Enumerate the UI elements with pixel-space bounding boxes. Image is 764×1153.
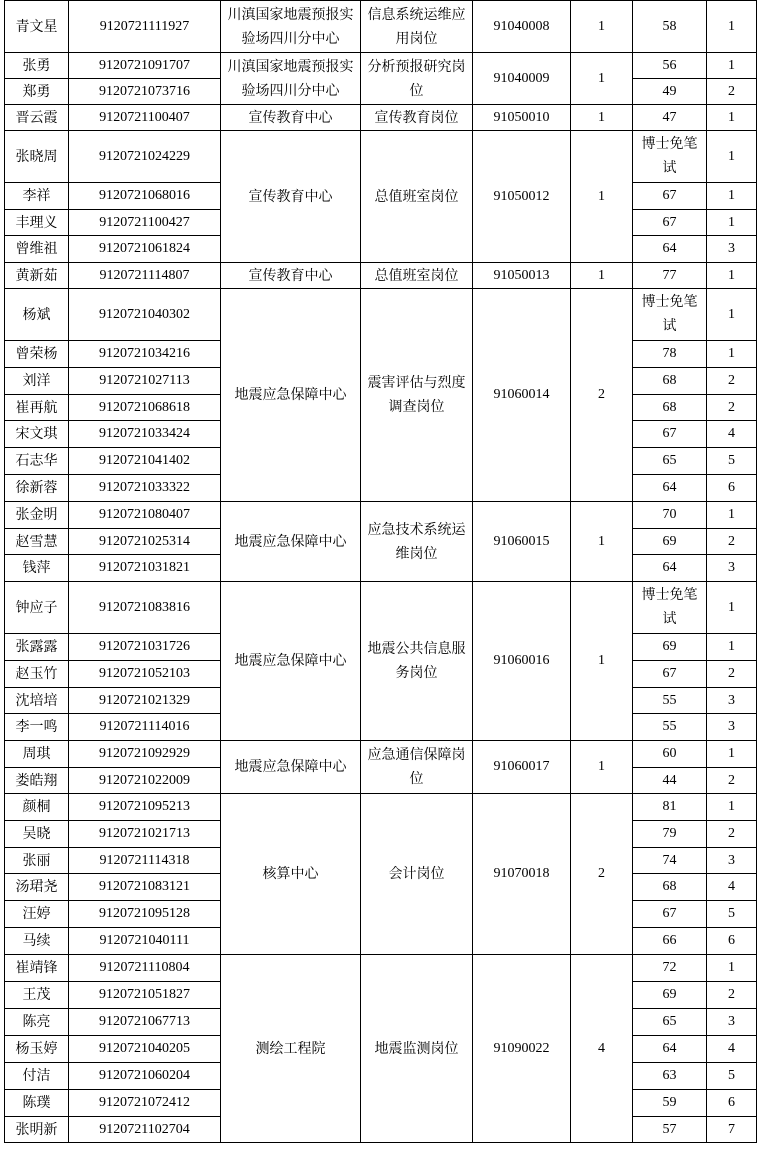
cell-exam-id: 9120721040302 xyxy=(69,289,221,341)
table-row xyxy=(5,105,757,131)
cell-rank: 2 xyxy=(707,79,757,105)
cell-post: 信息系统运维应用岗位 xyxy=(361,1,473,53)
cell-name: 张金明 xyxy=(5,502,69,529)
cell-score: 60 xyxy=(633,741,707,768)
cell-exam-id: 9120721022009 xyxy=(69,768,221,794)
cell-unit: 川滇国家地震预报实验场四川分中心 xyxy=(221,1,361,53)
cell-post-code: 91060016 xyxy=(473,582,571,741)
cell-rank: 2 xyxy=(707,768,757,794)
cell-score: 67 xyxy=(633,183,707,210)
cell-quota: 2 xyxy=(571,794,633,955)
cell-rank: 1 xyxy=(707,263,757,289)
cell-name: 付洁 xyxy=(5,1063,69,1090)
cell-exam-id: 9120721040111 xyxy=(69,928,221,955)
cell-exam-id: 9120721031821 xyxy=(69,555,221,582)
cell-rank: 3 xyxy=(707,714,757,741)
cell-post-code: 91040008 xyxy=(473,1,571,53)
cell-exam-id: 9120721110804 xyxy=(69,955,221,982)
cell-exam-id: 9120721092929 xyxy=(69,741,221,768)
cell-exam-id: 9120721100427 xyxy=(69,210,221,236)
cell-score: 78 xyxy=(633,341,707,368)
table-row xyxy=(5,502,757,529)
cell-exam-id: 9120721072412 xyxy=(69,1090,221,1117)
cell-name: 崔靖锋 xyxy=(5,955,69,982)
cell-score: 博士免笔试 xyxy=(633,582,707,634)
cell-exam-id: 9120721025314 xyxy=(69,529,221,555)
cell-score: 49 xyxy=(633,79,707,105)
cell-rank: 2 xyxy=(707,821,757,848)
cell-score: 56 xyxy=(633,53,707,79)
cell-name: 娄皓翔 xyxy=(5,768,69,794)
cell-rank: 1 xyxy=(707,131,757,183)
cell-name: 陈璞 xyxy=(5,1090,69,1117)
cell-name: 李祥 xyxy=(5,183,69,210)
cell-exam-id: 9120721024229 xyxy=(69,131,221,183)
cell-name: 李一鸣 xyxy=(5,714,69,741)
cell-unit: 核算中心 xyxy=(221,794,361,955)
table-row xyxy=(5,955,757,982)
cell-rank: 1 xyxy=(707,741,757,768)
cell-post: 震害评估与烈度调查岗位 xyxy=(361,289,473,502)
cell-name: 黄新茹 xyxy=(5,263,69,289)
cell-rank: 1 xyxy=(707,289,757,341)
table-row xyxy=(5,741,757,768)
cell-name: 丰理义 xyxy=(5,210,69,236)
cell-name: 张晓周 xyxy=(5,131,69,183)
cell-exam-id: 9120721100407 xyxy=(69,105,221,131)
cell-name: 颜桐 xyxy=(5,794,69,821)
cell-rank: 1 xyxy=(707,502,757,529)
cell-rank: 1 xyxy=(707,1,757,53)
cell-rank: 3 xyxy=(707,555,757,582)
cell-post: 应急通信保障岗位 xyxy=(361,741,473,794)
cell-rank: 2 xyxy=(707,529,757,555)
cell-unit: 川滇国家地震预报实验场四川分中心 xyxy=(221,53,361,105)
cell-name: 宋文琪 xyxy=(5,421,69,448)
cell-exam-id: 9120721034216 xyxy=(69,341,221,368)
cell-name: 杨斌 xyxy=(5,289,69,341)
cell-score: 64 xyxy=(633,1036,707,1063)
cell-exam-id: 9120721061824 xyxy=(69,236,221,263)
cell-exam-id: 9120721040205 xyxy=(69,1036,221,1063)
cell-score: 博士免笔试 xyxy=(633,289,707,341)
cell-post: 会计岗位 xyxy=(361,794,473,955)
cell-score: 81 xyxy=(633,794,707,821)
cell-exam-id: 9120721114807 xyxy=(69,263,221,289)
cell-name: 汤珺尧 xyxy=(5,874,69,901)
cell-unit: 地震应急保障中心 xyxy=(221,502,361,582)
cell-exam-id: 9120721095213 xyxy=(69,794,221,821)
cell-rank: 6 xyxy=(707,928,757,955)
cell-score: 64 xyxy=(633,475,707,502)
cell-rank: 2 xyxy=(707,368,757,395)
cell-post-code: 91050013 xyxy=(473,263,571,289)
cell-score: 68 xyxy=(633,874,707,901)
cell-exam-id: 9120721021329 xyxy=(69,688,221,714)
cell-score: 69 xyxy=(633,529,707,555)
cell-score: 67 xyxy=(633,421,707,448)
cell-post: 地震公共信息服务岗位 xyxy=(361,582,473,741)
cell-post-code: 91090022 xyxy=(473,955,571,1143)
cell-score: 55 xyxy=(633,688,707,714)
cell-score: 65 xyxy=(633,448,707,475)
cell-name: 钱萍 xyxy=(5,555,69,582)
cell-post-code: 91060017 xyxy=(473,741,571,794)
results-table xyxy=(4,0,757,1143)
cell-rank: 2 xyxy=(707,395,757,421)
cell-name: 崔再航 xyxy=(5,395,69,421)
cell-name: 钟应子 xyxy=(5,582,69,634)
cell-rank: 3 xyxy=(707,848,757,874)
cell-post: 总值班室岗位 xyxy=(361,263,473,289)
cell-unit: 地震应急保障中心 xyxy=(221,289,361,502)
cell-rank: 1 xyxy=(707,105,757,131)
cell-post-code: 91050012 xyxy=(473,131,571,263)
cell-score: 44 xyxy=(633,768,707,794)
cell-rank: 1 xyxy=(707,794,757,821)
cell-name: 徐新蓉 xyxy=(5,475,69,502)
cell-rank: 3 xyxy=(707,688,757,714)
table-row xyxy=(5,582,757,634)
cell-exam-id: 9120721083816 xyxy=(69,582,221,634)
table-body xyxy=(5,1,757,1143)
cell-score: 博士免笔试 xyxy=(633,131,707,183)
cell-name: 王茂 xyxy=(5,982,69,1009)
table-row xyxy=(5,1,757,53)
cell-rank: 3 xyxy=(707,236,757,263)
cell-score: 65 xyxy=(633,1009,707,1036)
cell-quota: 2 xyxy=(571,289,633,502)
cell-exam-id: 9120721041402 xyxy=(69,448,221,475)
cell-score: 72 xyxy=(633,955,707,982)
cell-name: 陈亮 xyxy=(5,1009,69,1036)
cell-score: 55 xyxy=(633,714,707,741)
cell-exam-id: 9120721033424 xyxy=(69,421,221,448)
cell-name: 张丽 xyxy=(5,848,69,874)
cell-post: 分析预报研究岗位 xyxy=(361,53,473,105)
cell-name: 晋云霞 xyxy=(5,105,69,131)
cell-score: 68 xyxy=(633,395,707,421)
cell-score: 59 xyxy=(633,1090,707,1117)
cell-name: 曾维祖 xyxy=(5,236,69,263)
cell-rank: 1 xyxy=(707,634,757,661)
cell-unit: 地震应急保障中心 xyxy=(221,741,361,794)
cell-name: 石志华 xyxy=(5,448,69,475)
cell-rank: 6 xyxy=(707,475,757,502)
cell-post: 总值班室岗位 xyxy=(361,131,473,263)
cell-post-code: 91060015 xyxy=(473,502,571,582)
cell-quota: 1 xyxy=(571,105,633,131)
cell-score: 70 xyxy=(633,502,707,529)
cell-score: 64 xyxy=(633,555,707,582)
cell-rank: 1 xyxy=(707,183,757,210)
cell-name: 杨玉婷 xyxy=(5,1036,69,1063)
cell-post-code: 91060014 xyxy=(473,289,571,502)
cell-rank: 1 xyxy=(707,210,757,236)
cell-rank: 7 xyxy=(707,1117,757,1143)
cell-score: 58 xyxy=(633,1,707,53)
cell-score: 77 xyxy=(633,263,707,289)
cell-post-code: 91070018 xyxy=(473,794,571,955)
cell-post-code: 91050010 xyxy=(473,105,571,131)
table-row xyxy=(5,131,757,183)
cell-name: 周琪 xyxy=(5,741,69,768)
cell-exam-id: 9120721114016 xyxy=(69,714,221,741)
cell-exam-id: 9120721073716 xyxy=(69,79,221,105)
cell-rank: 6 xyxy=(707,1090,757,1117)
cell-name: 张勇 xyxy=(5,53,69,79)
cell-post-code: 91040009 xyxy=(473,53,571,105)
cell-quota: 4 xyxy=(571,955,633,1143)
cell-exam-id: 9120721102704 xyxy=(69,1117,221,1143)
cell-score: 66 xyxy=(633,928,707,955)
cell-exam-id: 9120721111927 xyxy=(69,1,221,53)
cell-exam-id: 9120721051827 xyxy=(69,982,221,1009)
cell-exam-id: 9120721083121 xyxy=(69,874,221,901)
cell-quota: 1 xyxy=(571,502,633,582)
cell-name: 郑勇 xyxy=(5,79,69,105)
cell-quota: 1 xyxy=(571,741,633,794)
cell-exam-id: 9120721052103 xyxy=(69,661,221,688)
cell-name: 张露露 xyxy=(5,634,69,661)
cell-name: 汪婷 xyxy=(5,901,69,928)
cell-rank: 1 xyxy=(707,341,757,368)
cell-rank: 4 xyxy=(707,874,757,901)
cell-name: 青文星 xyxy=(5,1,69,53)
cell-quota: 1 xyxy=(571,53,633,105)
cell-quota: 1 xyxy=(571,131,633,263)
table-row xyxy=(5,53,757,79)
cell-score: 64 xyxy=(633,236,707,263)
cell-name: 赵雪慧 xyxy=(5,529,69,555)
cell-exam-id: 9120721031726 xyxy=(69,634,221,661)
cell-score: 47 xyxy=(633,105,707,131)
cell-name: 曾荣杨 xyxy=(5,341,69,368)
cell-quota: 1 xyxy=(571,582,633,741)
cell-unit: 宣传教育中心 xyxy=(221,131,361,263)
cell-rank: 5 xyxy=(707,448,757,475)
cell-exam-id: 9120721067713 xyxy=(69,1009,221,1036)
cell-quota: 1 xyxy=(571,1,633,53)
cell-score: 74 xyxy=(633,848,707,874)
cell-name: 马续 xyxy=(5,928,69,955)
cell-exam-id: 9120721091707 xyxy=(69,53,221,79)
cell-score: 67 xyxy=(633,901,707,928)
cell-exam-id: 9120721068618 xyxy=(69,395,221,421)
table-row xyxy=(5,263,757,289)
cell-exam-id: 9120721080407 xyxy=(69,502,221,529)
cell-exam-id: 9120721027113 xyxy=(69,368,221,395)
cell-exam-id: 9120721068016 xyxy=(69,183,221,210)
cell-score: 68 xyxy=(633,368,707,395)
cell-rank: 2 xyxy=(707,661,757,688)
cell-exam-id: 9120721095128 xyxy=(69,901,221,928)
cell-rank: 1 xyxy=(707,582,757,634)
cell-post: 应急技术系统运维岗位 xyxy=(361,502,473,582)
cell-unit: 宣传教育中心 xyxy=(221,263,361,289)
cell-rank: 1 xyxy=(707,955,757,982)
cell-name: 刘洋 xyxy=(5,368,69,395)
cell-name: 吴晓 xyxy=(5,821,69,848)
cell-quota: 1 xyxy=(571,263,633,289)
cell-exam-id: 9120721114318 xyxy=(69,848,221,874)
table-row xyxy=(5,289,757,341)
cell-post: 宣传教育岗位 xyxy=(361,105,473,131)
cell-unit: 地震应急保障中心 xyxy=(221,582,361,741)
cell-score: 69 xyxy=(633,634,707,661)
cell-unit: 测绘工程院 xyxy=(221,955,361,1143)
cell-exam-id: 9120721060204 xyxy=(69,1063,221,1090)
cell-exam-id: 9120721021713 xyxy=(69,821,221,848)
cell-post: 地震监测岗位 xyxy=(361,955,473,1143)
table-row xyxy=(5,794,757,821)
cell-score: 63 xyxy=(633,1063,707,1090)
cell-rank: 1 xyxy=(707,53,757,79)
cell-name: 沈培培 xyxy=(5,688,69,714)
cell-name: 张明新 xyxy=(5,1117,69,1143)
cell-rank: 4 xyxy=(707,1036,757,1063)
cell-score: 67 xyxy=(633,661,707,688)
cell-rank: 2 xyxy=(707,982,757,1009)
cell-rank: 5 xyxy=(707,1063,757,1090)
cell-score: 69 xyxy=(633,982,707,1009)
cell-unit: 宣传教育中心 xyxy=(221,105,361,131)
cell-score: 57 xyxy=(633,1117,707,1143)
cell-rank: 4 xyxy=(707,421,757,448)
cell-score: 67 xyxy=(633,210,707,236)
cell-exam-id: 9120721033322 xyxy=(69,475,221,502)
cell-score: 79 xyxy=(633,821,707,848)
cell-rank: 3 xyxy=(707,1009,757,1036)
cell-rank: 5 xyxy=(707,901,757,928)
cell-name: 赵玉竹 xyxy=(5,661,69,688)
